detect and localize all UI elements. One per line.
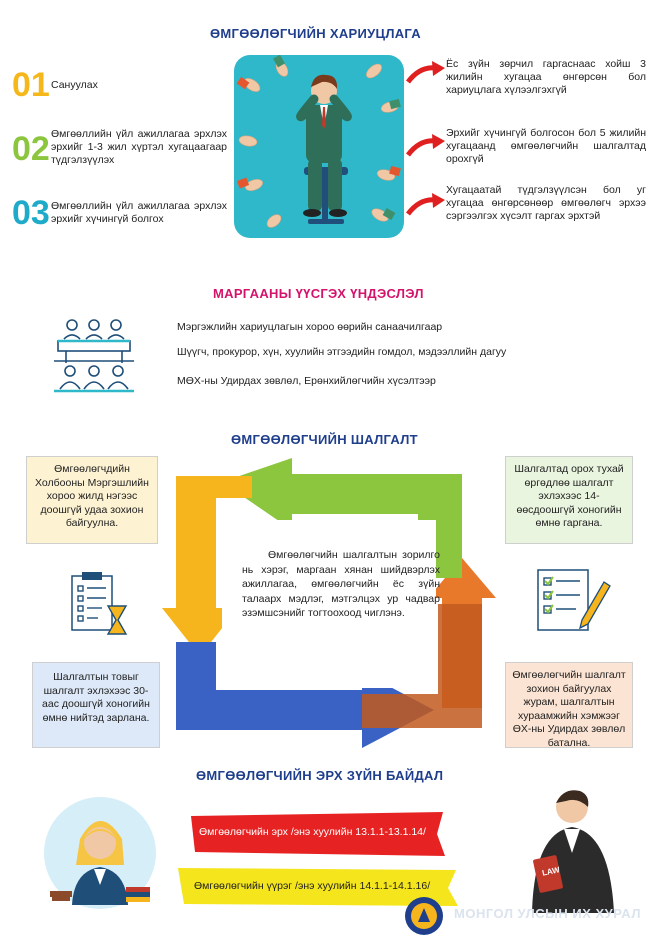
meeting-people-icon <box>52 317 136 398</box>
exam-purpose-text: Өмгөөлөгчийн шалгалтын зорилго нь хэрэг, маргаан хянан шийдвэрлэх ажиллагаа, өмгөөлөгчийн ёс зүйн талаарх мэдлэг, мэтгэлцэх ур чадвар эзэмшсэнийг тогтоохоод чиглэнэ. <box>242 549 440 619</box>
duties-banner-text: Өмгөөлөгчийн үүрэг /энэ хуулийн 14.1.1-14.1.16/ <box>194 880 431 892</box>
clipboard-hourglass-icon <box>68 570 132 641</box>
exam-box-committee: Өмгөөлөгчдийн Холбооны Мэргэшлийн хороо жилд нэгээс доошгүй удаа зохион байгуулна. <box>26 456 158 544</box>
number-03: 03 <box>12 194 50 232</box>
law-book-label: LAW <box>541 865 561 878</box>
female-lawyer-illustration <box>40 795 160 920</box>
liability-item-3: Өмгөөллийн үйл ажиллагаа эрхлэх эрхийг хүчингүй болгох <box>51 200 227 225</box>
dispute-ground-1: Мэргэжлийн хариуцлагын хороо өөрийн санаачилгаар <box>177 321 443 333</box>
dispute-ground-2: Шүүгч, прокурор, хүн, хуулийн этгээдийн гомдол, мэдээллийн дагуу <box>177 346 507 358</box>
checklist-pencil-icon <box>536 568 612 639</box>
liability-note-3: Хугацаатай түдгэлзүүлсэн бол уг хугацаа өнгөрсөнөөр өмгөөлөгч эрхээ сэргээлгэх хүсэлт гаргах эрхтэй <box>446 184 646 222</box>
section-title-dispute-grounds: МАРГААНЫ ҮҮСГЭХ ҮНДЭСЛЭЛ <box>213 286 424 301</box>
exam-box-announcement: Шалгалтын товыг шалгалт эхлэхээс 30-аас доошгүй хоногийн өмнө нийтэд зарлана. <box>32 662 160 748</box>
stressed-man-illustration <box>234 55 404 238</box>
number-02: 02 <box>12 130 50 168</box>
rights-banner-text: Өмгөөлөгчийн эрх /энэ хуулийн 13.1.1-13.1.14/ <box>199 826 426 838</box>
red-arrow-icon <box>406 133 446 164</box>
red-arrow-icon <box>406 192 446 223</box>
male-lawyer-illustration <box>514 783 624 918</box>
exam-box-procedure: Өмгөөлөгчийн шалгалт зохион байгуулах журам, шалгалтын хураамжийн хэмжээг ӨХ-ны Удирдах зөвлөл батална. <box>505 662 633 748</box>
number-01: 01 <box>12 66 50 104</box>
section-title-exam: ӨМГӨӨЛӨГЧИЙН ШАЛГАЛТ <box>231 432 418 447</box>
liability-note-2: Эрхийг хүчингүй болгосон бол 5 жилийн хугацаанд өмгөөлөгчийн шалгалтад орохгүй <box>446 127 646 165</box>
dispute-ground-3: МӨХ-ны Удирдах зөвлөл, Ерөнхийлөгчийн хүсэлтээр <box>177 375 436 387</box>
parliament-seal-icon <box>404 896 444 941</box>
liability-item-2: Өмгөөллийн үйл ажиллагаа эрхлэх эрхийг 1-3 жил хүртэл хугацаагаар түдгэлзүүлэх <box>51 128 227 166</box>
rights-banner <box>187 812 447 856</box>
exam-box-application: Шалгалтад орох тухай өргөдлөө шалгалт эхлэхээс 14-өөсдоошгүй хоногийн өмнө гаргана. <box>505 456 633 544</box>
red-arrow-icon <box>406 60 446 91</box>
liability-note-1: Ёс зүйн зөрчил гаргаснаас хойш 3 жилийн хугацаа өнгөрсөн бол хариуцлага хүлээлгэхгүй <box>446 58 646 96</box>
section-title-legal-status: ӨМГӨӨЛӨГЧИЙН ЭРХ ЗҮЙН БАЙДАЛ <box>196 768 444 783</box>
liability-item-1: Сануулах <box>51 79 98 91</box>
section-title-liability: ӨМГӨӨЛӨГЧИЙН ХАРИУЦЛАГА <box>210 26 421 41</box>
watermark-text: МОНГОЛ УЛСЫН ИХ ХУРАЛ <box>454 906 641 921</box>
